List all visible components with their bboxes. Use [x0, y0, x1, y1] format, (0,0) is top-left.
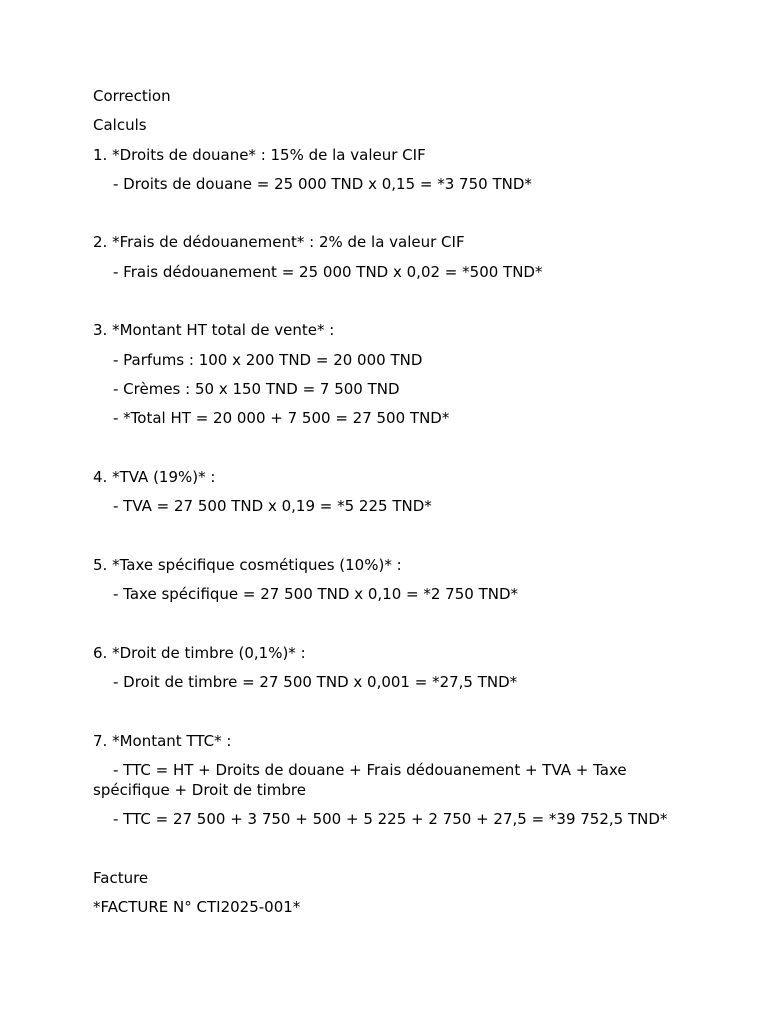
- spacer: [93, 203, 668, 232]
- heading-correction: Correction: [93, 87, 171, 105]
- spacer: [93, 291, 668, 320]
- item-1-line-1: - Droits de douane = 25 000 TND x 0,15 = *3 750 TND*: [113, 174, 532, 193]
- item-7-line-1: - TTC = HT + Droits de douane + Frais dédouanement + TVA + Taxe spécifique + Droit de timbre: [93, 760, 632, 799]
- item-3-line-2: - Crèmes : 50 x 150 TND = 7 500 TND: [113, 379, 400, 398]
- invoice-number: *FACTURE N° CTI2025-001*: [93, 898, 301, 917]
- item-4-line-1: - TVA = 27 500 TND x 0,19 = *5 225 TND*: [113, 497, 432, 516]
- spacer: [93, 613, 668, 642]
- item-1-title: 1. *Droits de douane* : 15% de la valeur CIF: [93, 145, 426, 164]
- item-4-title: 4. *TVA (19%)* :: [93, 467, 216, 486]
- item-5-line-1: - Taxe spécifique = 27 500 TND x 0,10 = *2 750 TND*: [113, 585, 518, 604]
- item-2-title: 2. *Frais de dédouanement* : 2% de la valeur CIF: [93, 233, 465, 252]
- item-3-title: 3. *Montant HT total de vente* :: [93, 321, 335, 340]
- document-page: [93, 86, 668, 926]
- item-3-line-1: - Parfums : 100 x 200 TND = 20 000 TND: [113, 350, 423, 369]
- item-6-title: 6. *Droit de timbre (0,1%)* :: [93, 643, 306, 662]
- item-2-line-1: - Frais dédouanement = 25 000 TND x 0,02 = *500 TND*: [113, 262, 543, 281]
- spacer: [93, 838, 668, 867]
- item-7-title: 7. *Montant TTC* :: [93, 731, 232, 750]
- item-3-line-3: - *Total HT = 20 000 + 7 500 = 27 500 TND*: [113, 409, 450, 428]
- heading-calculs: Calculs: [93, 116, 147, 135]
- heading-facture: Facture: [93, 868, 149, 887]
- spacer: [93, 438, 668, 467]
- spacer: [93, 525, 668, 554]
- item-5-title: 5. *Taxe spécifique cosmétiques (10%)* :: [93, 555, 402, 574]
- item-7-line-2: - TTC = 27 500 + 3 750 + 500 + 5 225 + 2 750 + 27,5 = *39 752,5 TND*: [113, 810, 668, 829]
- item-6-line-1: - Droit de timbre = 27 500 TND x 0,001 = *27,5 TND*: [113, 672, 518, 691]
- spacer: [93, 701, 668, 730]
